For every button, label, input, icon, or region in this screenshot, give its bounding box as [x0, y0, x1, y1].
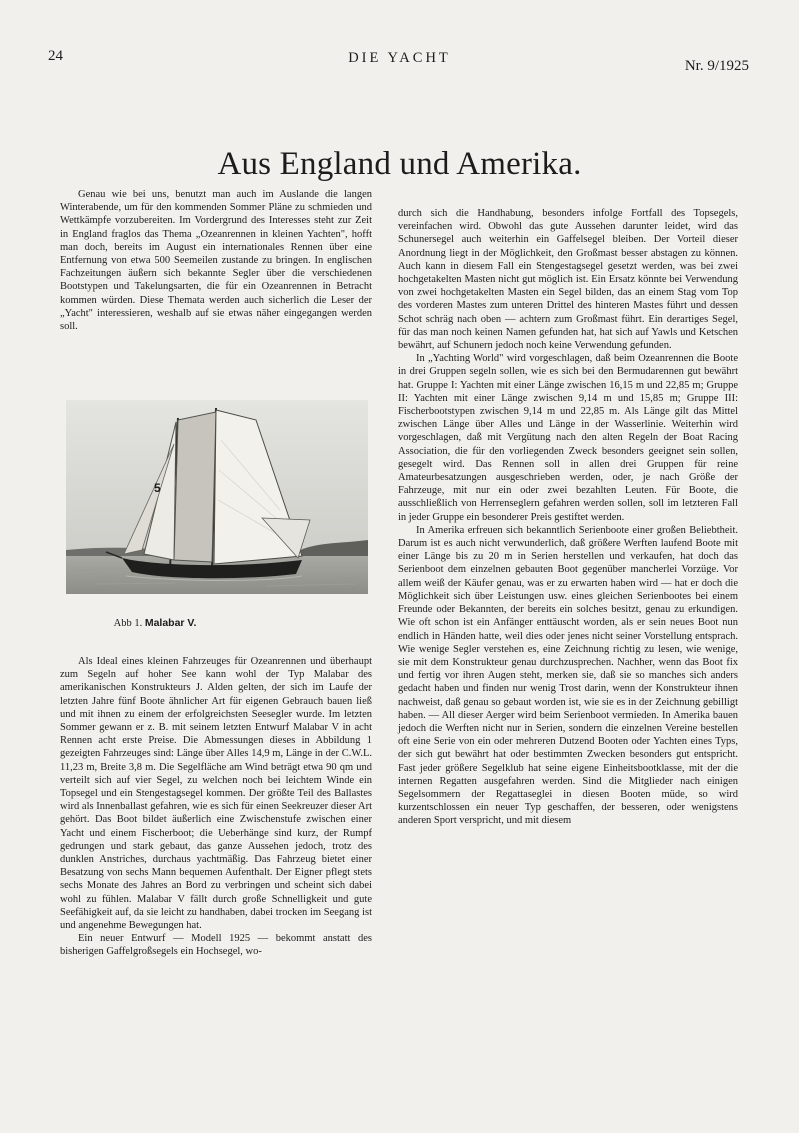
paragraph: Genau wie bei uns, benutzt man auch im Auslande die langen Winterabende, um für den kommenden Sommer Pläne zu schmieden und Wettkämpfe vorzubereiten. Im Vordergrund des Interesses steht zur Zeit in England fraglos das Thema „Ozeanrennen in kleinen Yachten", hofft man doch, bereits im August ein internationales Rennen über eine Entfernung von etwa 500 Seemeilen zustande zu bringen. In englischen Fachzeitungen äußern sich bekannte Segler über die verschiedenen Bootstypen und Takelungsarten, die für ein Ozeanrennen in Betracht kommen würden. Diese Themata werden auch sicherlich die Leser der „Yacht" interessieren, weshalb auf sie etwas näher eingegangen werden soll. — [60, 189, 372, 333]
page-header — [0, 44, 799, 84]
caption-name: Malabar V. — [144, 617, 197, 629]
page-number: 24 — [48, 48, 63, 64]
paragraph: durch sich die Handhabung, besonders infolge Fortfall des Topsegels, vereinfachen wird. Obwohl das gute Aussehen darunter leidet, wird das Schunersegel auch weiterhin ein Gaffelsegel bleiben. Der Vorteil dieser Anordnung liegt in der Möglichkeit, den Großmast besser abstagen zu können. Auch kann in diesem Fall ein Stengestagsegel gesetzt werden, was bei zwei hochgetakelten Masten nicht gut möglich ist. Ein Ersatz könnte bei Verwendung von zwei hochgetakelten Masten ein Segel bilden, das an einem Stag vom Top des vorderen Mastes zum unteren Drittel des hinteren Mastes führt und dessen Schot schräg nach oben — achtern zum Großmast führt. Ein derartiges Segel, für das man noch keinen Namen gefunden hat, hat sich auf Yawls und Ketschen bewährt, auf Schunern jedoch noch keine Verwendung gefunden. — [398, 208, 738, 352]
figure-malabar — [66, 400, 368, 612]
schooner-photo — [66, 400, 368, 594]
paragraph: In Amerika erfreuen sich bekanntlich Serienboote einer großen Beliebtheit. Darum ist es auch nicht verwunderlich, daß größere Werften laufend Boote mit einer Länge bis zu 20 m in Serien herstellen und verkaufen, hat doch das Serienboot dem einzelnen gebauten Boot gegenüber mancherlei Vorzüge. Vor allem weiß der Käufer genau, was er zu erwarten haben wird — hat er doch die Möglichkeit sich über Leistungen usw. eines gleichen Serienbootes bei einem Freunde oder Bekannten, der bereits ein solches besitzt, genau zu erkundigen. Wie oft schon ist ein Anfänger enttäuscht worden, als er sein neues Boot nun endlich in Händen hatte, weil dies oder jenes nicht seiner Vorstellung entsprach. Wie wenige Segler verstehen es, eine Zeichnung richtig zu lesen, wie wenige, sie mit dem Konstrukteur genau durchzusprechen. Nachher, wenn das Boot fix und fertig vor ihren Augen steht, merken sie, daß sie so manches sich anders gedacht haben und finden nur wenig Trost darin, wenn der Konstrukteur ihnen nachweist, daß genau so gebaut worden ist, wie sie es in der Zeichnung gebilligt haben. — All dieser Aerger wird beim Serienboot vermieden. In Amerika bauen jedoch die Werften nicht nur in Serien, sondern die einzelnen Vereine bestellen oft eine Serie von ein oder mehreren Dutzend Booten oder Yachten eines Typs, der sich gut bewährt hat oder bestimmten Zwecken besonders gut entspricht. Fast jeder größere Segelklub hat seine eigene Einheitsbootklasse, mit der die internen Regatten ausgefahren werden. Sind die Mitglieder nach einigen Segelsommern der Regattaseglei in diesen Booten müde, so wird kurzentschlossen ein neuer Typ geschaffen, der besseren, oder wenigstens anderen Sport verspricht, und mit diesem — [398, 524, 738, 827]
left-column-bottom — [60, 655, 372, 959]
caption-prefix: Abb 1. — [113, 618, 143, 629]
article-title: Aus England und Amerika. — [217, 146, 582, 182]
paragraph: Als Ideal eines kleinen Fahrzeuges für Ozeanrennen und überhaupt zum Segeln auf hoher See kann wohl der Typ Malabar des amerikanischen Konstrukteurs J. Alden gelten, der sich im Laufe der letzten Jahre fünf Boote ähnlicher Art für eigenen Gebrauch bauen ließ und mit ihnen zu einem der erfolgreichsten Seesegler wurde. Im letzten Sommer gewann er z. B. mit seinem letzten Entwurf Malabar V in acht Rennen acht erste Preise. Die Abmessungen dieses in Abbildung 1 gezeigten Fahrzeuges sind: Länge über Alles 14,9 m, Länge in der C.W.L. 11,23 m, Breite 3,8 m. Die Segelfläche am Wind beträgt etwa 90 qm und verteilt sich auf vier Segel, zu welchen noch bei leichtem Winde ein Topsegel und ein Stengestagsegel kommen. Der größte Teil des Ballastes wird als Innenballast gefahren, wie es sich für einen Seekreuzer dieser Art gehört. Das Boot bildet äußerlich eine Zwischenstufe zwischen einer Yacht und einem Fischerboot; die Ueberhänge sind kurz, der Rumpf gedrungen und stark gebaut, das ganze Aussehen jedoch, trotz des dunklen Anstriches, durchaus yachtmäßig. Das Fahrzeug bietet einer Besatzung von sechs Mann bequemen Aufenthalt. Der Eigner pflegt stets sechs Monate des Jahres an Bord zu verbringen und scheint sich dabei wohl zu fühlen. Malabar V fällt durch große Schnelligkeit und gute Seefähigkeit auf, da sie leicht zu handhaben, dabei trocken im Seegang ist und angenehme Bewegungen hat. — [60, 656, 372, 932]
sail-number: 5 — [154, 481, 161, 495]
paragraph: In „Yachting World" wird vorgeschlagen, daß beim Ozeanrennen die Boote in drei Gruppen segeln sollen, wie es sich bei den Bermudarennen gut bewährt hat. Gruppe I: Yachten mit einer Länge zwischen 16,15 m und 22,85 m; Gruppe II: Yachten mit einer Länge zwischen 9,14 m und 15,85 m; Gruppe III: Fischerbootstypen zwischen 9,14 m und 22,85 m. Als Länge gilt das Mittel zwischen Länge über Alles und Länge in der Wasserlinie. Weiterhin wird vorgeschlagen, daß mit Vergütung nach den alten Regeln der Boat Racing Association, die für den vorliegenden Zweck besonders geeignet sein sollen, gesegelt wird. Das Rennen soll in allen drei Gruppen für reine Amateurbesatzungen ausgeschrieben werden, oder, je nach Größe der Fahrzeuge, mit nur ein oder zwei bezahlten Leuten. Für Boote, die ausschließlich von Herrenseglern gefahren werden sollen, soll im letzteren Fall in jeder Gruppe ein besonderer Preis gestiftet werden. — [398, 353, 738, 523]
right-column — [398, 207, 738, 828]
running-title: DIE YACHT — [348, 50, 451, 66]
left-column-top — [60, 188, 372, 333]
figure-caption — [0, 617, 310, 629]
paragraph: Ein neuer Entwurf — Modell 1925 — bekommt anstatt des bisherigen Gaffelgroßsegels ein Hochsegel, wo- — [60, 933, 372, 958]
issue-number: Nr. 9/1925 — [684, 58, 749, 74]
